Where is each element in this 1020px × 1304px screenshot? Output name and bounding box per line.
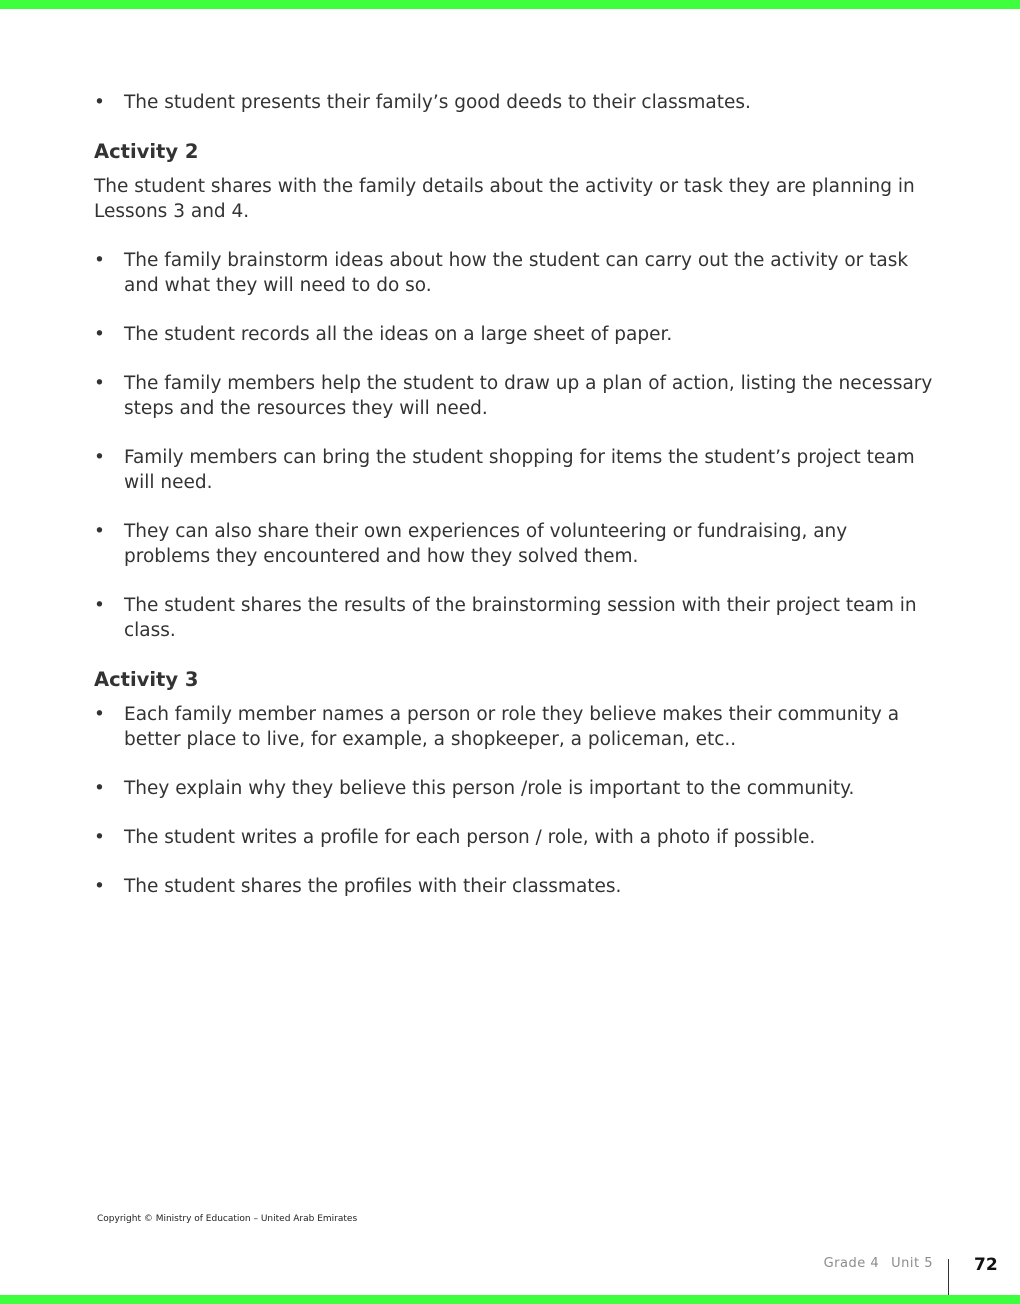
list-item [94, 825, 934, 850]
footer-unit: Unit 5 [891, 1256, 933, 1271]
intro-bullet-list [94, 90, 934, 115]
list-item-text: Family members can bring the student shopping for items the student’s project team will need. [124, 447, 915, 493]
bullet-icon: • [94, 876, 105, 897]
list-item-text: The family brainstorm ideas about how the student can carry out the activity or task and what they will need to do so. [124, 250, 909, 296]
list-item-text: They can also share their own experiences of volunteering or fundraising, any problems they encountered and how they solved them. [124, 521, 848, 567]
list-item-text: The student shares the profiles with their classmates. [124, 876, 622, 897]
activity-2-intro: The student shares with the family details about the activity or task they are planning in Lessons 3 and 4. [94, 176, 915, 222]
list-item-text: The student presents their family’s good deeds to their classmates. [124, 92, 751, 113]
bullet-icon: • [94, 92, 105, 113]
copyright-notice: Copyright © Ministry of Education – United Arab Emirates [97, 1214, 358, 1224]
activity-3-bullet-list [94, 702, 934, 899]
list-item [94, 371, 934, 421]
list-item-text: The student records all the ideas on a large sheet of paper. [124, 324, 673, 345]
page-number: 72 [974, 1255, 998, 1275]
bullet-icon: • [94, 595, 105, 616]
list-item [94, 248, 934, 298]
list-item [94, 90, 934, 115]
list-item [94, 776, 934, 801]
list-item-text: The student writes a profile for each person / role, with a photo if possible. [124, 827, 816, 848]
bullet-icon: • [94, 704, 105, 725]
page-content [94, 90, 934, 923]
bullet-icon: • [94, 250, 105, 271]
list-item-text: The student shares the results of the brainstorming session with their project team in class. [124, 595, 917, 641]
list-item [94, 445, 934, 495]
list-item [94, 702, 934, 752]
bullet-icon: • [94, 778, 105, 799]
top-accent-bar [0, 0, 1020, 9]
bottom-accent-bar [0, 1295, 1020, 1304]
list-item-text: The family members help the student to draw up a plan of action, listing the necessary steps and the resources they will need. [124, 373, 933, 419]
activity-2-heading: Activity 2 [94, 140, 199, 163]
bullet-icon: • [94, 827, 105, 848]
activity-2-bullet-list [94, 248, 934, 643]
activity-3-heading: Activity 3 [94, 668, 199, 691]
bullet-icon: • [94, 324, 105, 345]
list-item [94, 519, 934, 569]
bullet-icon: • [94, 373, 105, 394]
bullet-icon: • [94, 521, 105, 542]
list-item [94, 322, 934, 347]
bullet-icon: • [94, 447, 105, 468]
list-item [94, 874, 934, 899]
list-item-text: They explain why they believe this person /role is important to the community. [124, 778, 855, 799]
list-item [94, 593, 934, 643]
list-item-text: Each family member names a person or role they believe makes their community a better place to live, for example, a shopkeeper, a policeman, etc.. [124, 704, 900, 750]
footer-grade: Grade 4 [823, 1256, 880, 1271]
footer-grade-unit [824, 1256, 933, 1271]
